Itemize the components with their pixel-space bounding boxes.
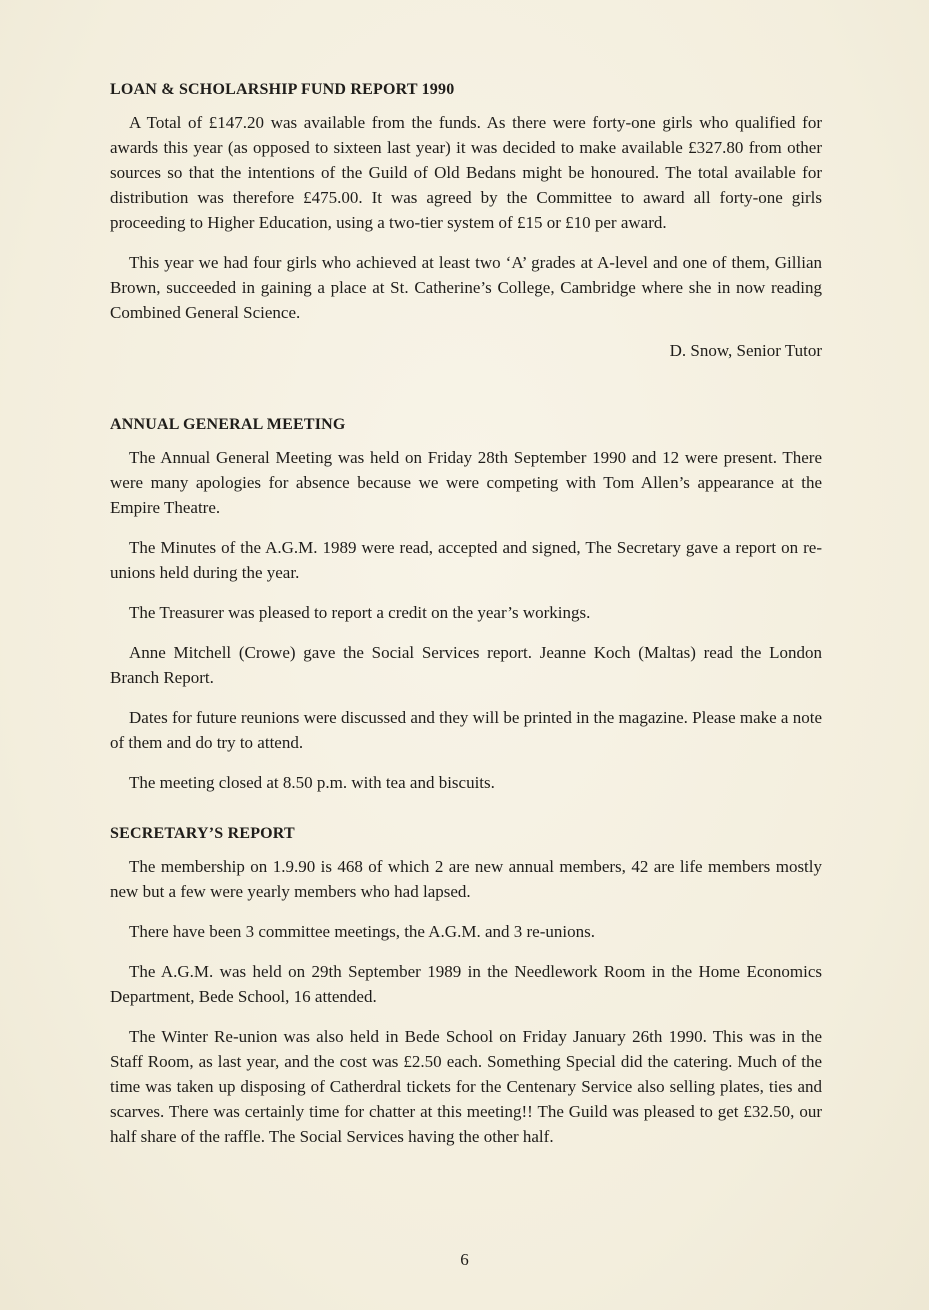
senior-tutor-signature: D. Snow, Senior Tutor [669,341,822,360]
agm-heading: ANNUAL GENERAL MEETING [110,416,346,433]
page-number: 6 [460,1250,469,1269]
secretary-paragraph: The A.G.M. was held on 29th September 1989 in the Needlework Room in the Home Economics Department, Bede School, 16 attended. [110,962,822,1006]
section-spacer [110,363,822,413]
agm-paragraph: The Minutes of the A.G.M. 1989 were read, accepted and signed, The Secretary gave a report on re-unions held during the year. [110,538,822,582]
loan-paragraph: A Total of £147.20 was available from the funds. As there were forty-one girls who qualified for awards this year (as opposed to sixteen last year) it was decided to make available £327.80 from other sources so that the intentions of the Guild of Old Bedans might be honoured. The total available for distribution was therefore £475.00. It was agreed by the Committee to award all forty-one girls proceeding to Higher Education, using a two-tier system of £15 or £10 per award. [110,113,822,232]
secretary-paragraph: The Winter Re-union was also held in Bede School on Friday January 26th 1990. This was in the Staff Room, as last year, and the cost was £2.50 each. Something Special did the catering. Much of the time was taken up disposing of Catherdral tickets for the Centenary Service also selling plates, ties and scarves. There was certainly time for chatter at this meeting!! The Guild was pleased to get £32.50, our half share of the raffle. The Social Services having the other half. [110,1027,822,1146]
agm-paragraph: The Treasurer was pleased to report a credit on the year’s workings. [129,603,591,622]
loan-scholarship-section [110,78,822,363]
loan-scholarship-heading: LOAN & SCHOLARSHIP FUND REPORT 1990 [110,81,455,98]
secretary-paragraph: The membership on 1.9.90 is 468 of which 2 are new annual members, 42 are life members mostly new but a few were yearly members who had lapsed. [110,857,822,901]
loan-paragraph: This year we had four girls who achieved at least two ‘A’ grades at A-level and one of them, Gillian Brown, succeeded in gaining a place at St. Catherine’s College, Cambridge where she in now reading Combined General Science. [110,253,822,322]
agm-paragraph: The Annual General Meeting was held on Friday 28th September 1990 and 12 were present. There were many apologies for absence because we were competing with Tom Allen’s appearance at the Empire Theatre. [110,448,822,517]
agm-paragraph: Anne Mitchell (Crowe) gave the Social Services report. Jeanne Koch (Maltas) read the London Branch Report. [110,643,822,687]
secretary-paragraph: There have been 3 committee meetings, the A.G.M. and 3 re-unions. [129,922,595,941]
section-spacer [110,810,822,822]
agm-section [110,413,822,795]
secretary-report-section [110,822,822,1149]
page-content [110,78,822,1164]
secretary-report-heading: SECRETARY’S REPORT [110,825,295,842]
agm-paragraph: The meeting closed at 8.50 p.m. with tea and biscuits. [129,773,495,792]
agm-paragraph: Dates for future reunions were discussed and they will be printed in the magazine. Please make a note of them and do try to attend. [110,708,822,752]
